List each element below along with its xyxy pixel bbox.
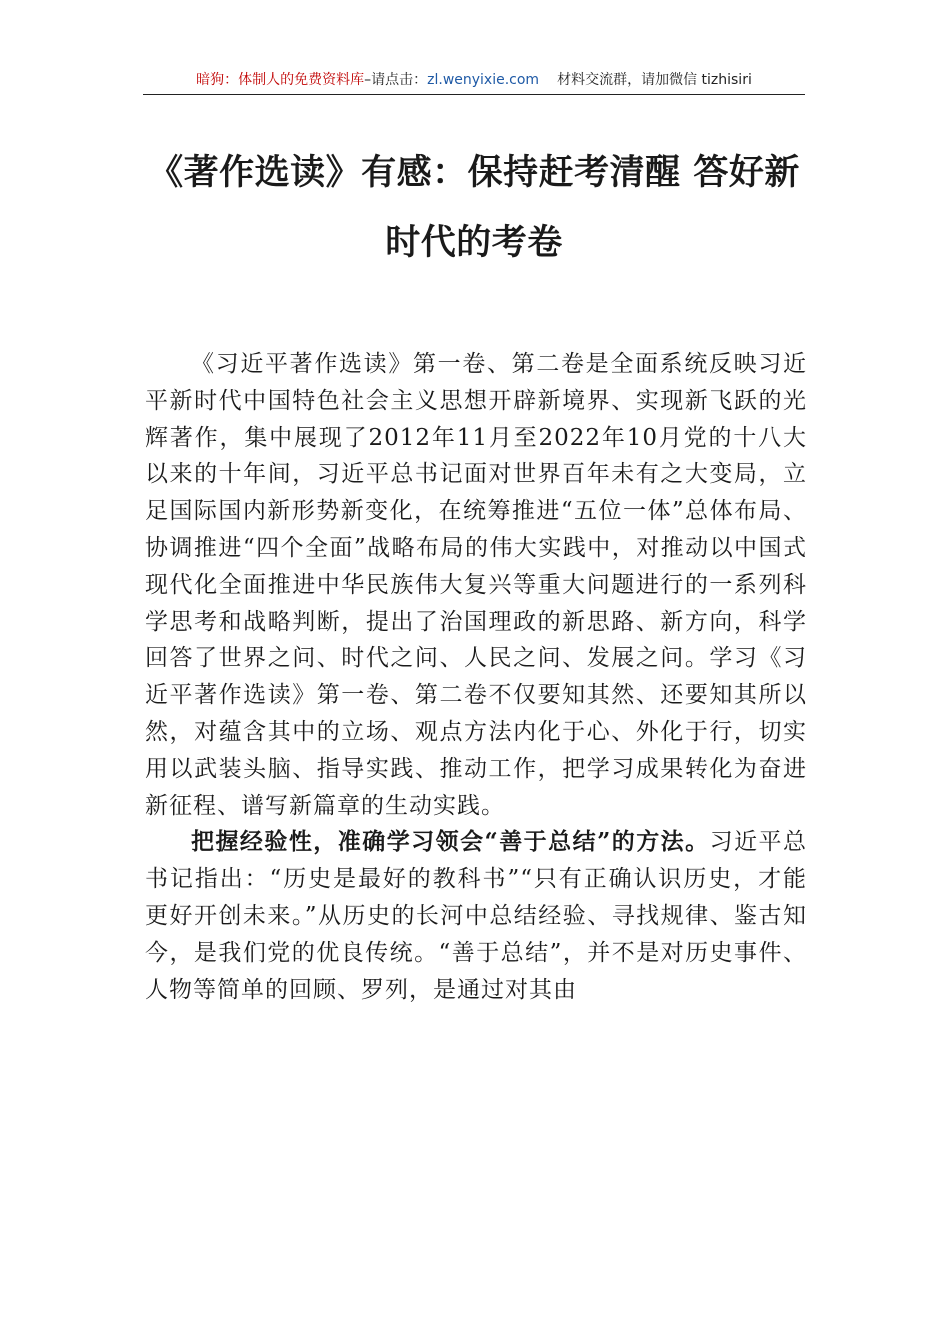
paragraph-section-1-heading: 把握经验性，准确学习领会“善于总结”的方法。: [191, 828, 710, 856]
header-url-link[interactable]: zl.wenyixie.com: [427, 72, 540, 88]
paragraph-section-1: [145, 824, 807, 1008]
title-line-2: 时代的考卷: [385, 222, 563, 263]
header-site-name: 暗狗：体制人的免费资料库: [196, 72, 365, 88]
header-group-text: 材料交流群，请加微信 tizhisiri: [557, 72, 752, 88]
document-body: [145, 346, 807, 1008]
header-click-prompt: –请点击：: [364, 72, 428, 88]
page-header: [143, 66, 805, 95]
paragraph-intro-text: 《习近平著作选读》第一卷、第二卷是全面系统反映习近平新时代中国特色社会主义思想开辟新境界、实现新飞跃的光辉著作，集中展现了2012年11月至2022年10月党的十八大以来的十年间，习近平总书记面对世界百年未有之大变局，立足国际国内新形势新变化，在统筹推进“五位一体”总体布局、协调推进“四个全面”战略布局的伟大实践中，对推动以中国式现代化全面推进中华民族伟大复兴等重大问题进行的一系列科学思考和战略判断，提出了治国理政的新思路、新方向，科学回答了世界之问、时代之问、人民之问、发展之问。学习《习近平著作选读》第一卷、第二卷不仅要知其然、还要知其所以然，对蕴含其中的立场、观点方法内化于心、外化于行，切实用以武装头脑、指导实践、推动工作，把学习成果转化为奋进新征程、谱写新篇章的生动实践。: [145, 351, 807, 819]
title-line-1: 《著作选读》有感：保持赶考清醒 答好新: [148, 152, 800, 193]
paragraph-intro: [145, 346, 807, 824]
document-title: [143, 138, 805, 278]
paragraph-section-1-text: 习近平总书记指出：“历史是最好的教科书”“只有正确认识历史，才能更好开创未来。”从历史的长河中总结经验、寻找规律、鉴古知今，是我们党的优良传统。“善于总结”，并不是对历史事件、人物等简单的回顾、罗列，是通过对其由: [145, 829, 807, 1003]
